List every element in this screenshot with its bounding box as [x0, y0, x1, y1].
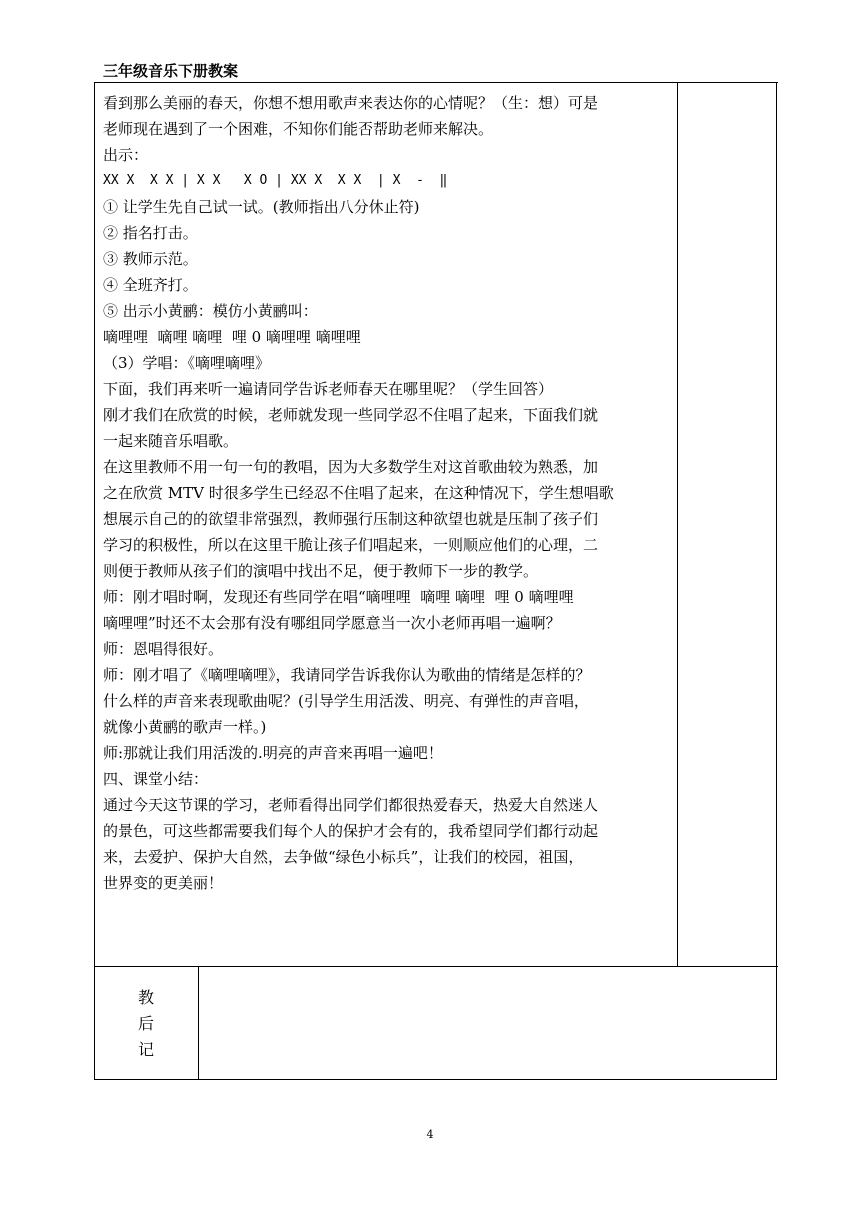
rhythm-notation-line: XX X X X | X X X O | XX X X X | X - ‖ [103, 173, 448, 188]
content-line: 老师现在遇到了一个困难，不知你们能否帮助老师来解决。 [103, 120, 494, 138]
content-line: 师：恩唱得很好。 [103, 640, 224, 658]
content-line: 什么样的声音来表现歌曲呢？(引导学生用活泼、明亮、有弹性的声音唱， [103, 692, 589, 710]
content-line: 学习的积极性，所以在这里干脆让孩子们唱起来，一则顺应他们的心理，二 [103, 536, 599, 554]
content-line: ② 指名打击。 [103, 224, 198, 242]
page-number: 4 [426, 1128, 434, 1141]
content-line: 下面，我们再来听一遍请同学告诉老师春天在哪里呢？（学生回答） [103, 380, 554, 398]
content-line: 四、课堂小结： [103, 770, 209, 788]
afterword-label-divider [198, 966, 199, 1080]
afterword-label-char: 后 [137, 1014, 154, 1033]
content-line: ⑤ 出示小黄鹂：模仿小黄鹂叫： [103, 302, 318, 320]
afterword-label-char: 教 [137, 988, 154, 1007]
document-header-title: 三年级音乐下册教案 [103, 62, 239, 80]
content-line: 通过今天这节课的学习，老师看得出同学们都很热爱春天，热爱大自然迷人 [103, 796, 599, 814]
content-line: 世界变的更美丽！ [103, 874, 224, 892]
content-line: 则便于教师从孩子们的演唱中找出不足，便于教师下一步的教学。 [103, 562, 539, 580]
content-line: ④ 全班齐打。 [103, 276, 198, 294]
afterword-row-divider [94, 966, 778, 967]
content-line: 出示： [103, 146, 149, 164]
content-line: 就像小黄鹂的歌声一样。) [103, 718, 267, 736]
content-line: 师：刚才唱了《嘀哩嘀哩》，我请同学告诉我你认为歌曲的情绪是怎样的？ [103, 666, 591, 684]
content-line: 嘀哩哩 嘀哩 嘀哩 哩 0 嘀哩哩 嘀哩哩 [103, 328, 361, 346]
content-line: 看到那么美丽的春天，你想不想用歌声来表达你的心情呢？（生：想）可是 [103, 94, 599, 112]
content-line: （3）学唱：《嘀哩嘀哩》 [103, 354, 271, 372]
content-line: 在这里教师不用一句一句的教唱，因为大多数学生对这首歌曲较为熟悉，加 [103, 458, 599, 476]
content-line: 嘀哩哩”时还不太会那有没有哪组同学愿意当一次小老师再唱一遍啊？ [103, 614, 561, 632]
content-line: 刚才我们在欣赏的时候，老师就发现一些同学忍不住唱了起来，下面我们就 [103, 406, 599, 424]
content-line: 师：刚才唱时啊，发现还有些同学在唱“嘀哩哩 嘀哩 嘀哩 哩 0 嘀哩哩 [103, 588, 574, 606]
content-line: ③ 教师示范。 [103, 250, 198, 268]
content-line: 来，去爱护、保护大自然，去争做“绿色小标兵”，让我们的校园，祖国， [103, 848, 584, 866]
lesson-content-cell [103, 90, 673, 896]
content-line: 一起来随音乐唱歌。 [103, 432, 239, 450]
afterword-label-char: 记 [137, 1040, 154, 1059]
content-line: 之在欣赏 MTV 时很多学生已经忍不住唱了起来，在这种情况下，学生想唱歌 [103, 484, 614, 502]
content-line: 师:那就让我们用活泼的.明亮的声音来再唱一遍吧！ [103, 744, 443, 762]
notes-column-divider [677, 82, 678, 967]
content-line: 想展示自己的的欲望非常强烈，教师强行压制这种欲望也就是压制了孩子们 [103, 510, 599, 528]
content-line: ① 让学生先自己试一试。(教师指出八分休止符) [103, 198, 420, 216]
content-line: 的景色，可这些都需要我们每个人的保护才会有的，我希望同学们都行动起 [103, 822, 599, 840]
afterword-label [96, 985, 196, 1063]
